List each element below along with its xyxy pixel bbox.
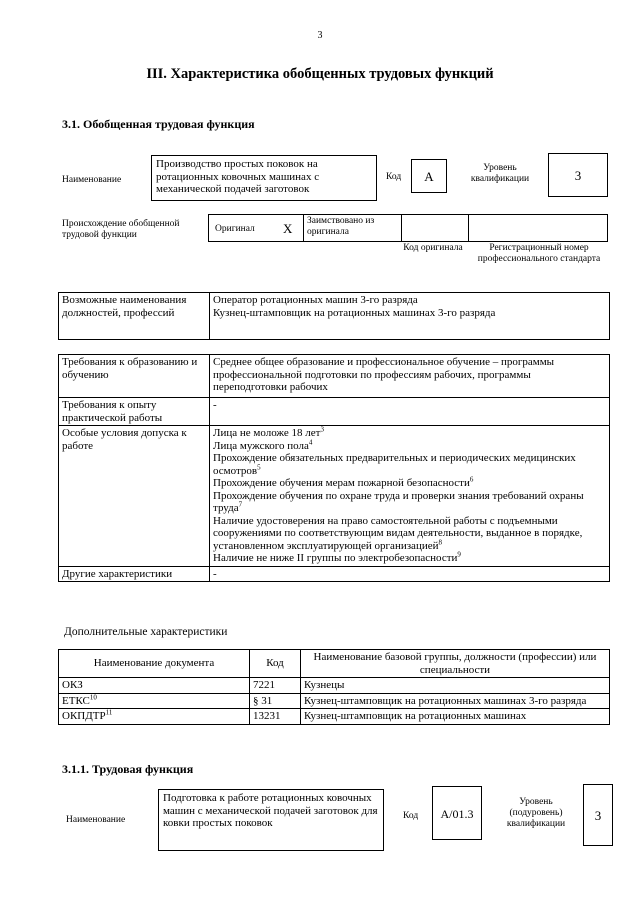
gtf-code-value: A [411,159,447,193]
tf-level-label: Уровень (подуровень) квалификации [506,797,566,829]
table-cell-name: Кузнецы [301,678,610,694]
special-condition: Наличие удостоверения на право самостоятельной работы с подъемными сооружениями по соответствующим видам деятельности, выданное в порядке, установленном эксплуатирующей организацией$^8$ [213,514,583,552]
special-condition: Прохождение обязательных предварительных и периодических медицинских осмотров$^5$ [213,452,576,477]
table-row [59,693,610,709]
other-label: Другие характеристики [59,566,210,582]
table-row [59,678,610,694]
section-title: III. Характеристика обобщенных трудовых функций [146,66,494,82]
additional-header-doc: Наименование документа [59,650,250,678]
req-experience-value: - [210,398,610,426]
tf-heading: 3.1.1. Трудовая функция [62,762,194,776]
special-conditions-cell [210,426,610,567]
tf-name-value: Подготовка к работе ротационных ковочных машин с механической подачей заготовок для ковки простых поковок [158,789,384,851]
additional-header-name: Наименование базовой группы, должности (профессии) или специальности [301,650,610,678]
gtf-origin-label: Происхождение обобщенной трудовой функции [62,219,180,240]
table-row [59,709,610,725]
table-cell-doc: ОКЗ [59,678,250,694]
positions-cell [210,293,610,340]
origin-original-mark: X [283,221,293,236]
gtf-heading: 3.1. Обобщенная трудовая функция [62,117,255,131]
table-cell-doc: ЕТКС$^{10}$ [59,693,250,709]
additional-title: Дополнительные характеристики [64,626,228,638]
special-condition: Лица мужского пола$^4$ [213,437,313,452]
table-cell-code: 13231 [250,709,301,725]
origin-original-cell [209,215,304,241]
gtf-level-value: 3 [548,153,608,197]
special-condition: Наличие не ниже II группы по электробезопасности$^9$ [213,550,461,564]
origin-original-label: Оригинал [215,224,255,234]
positions-table [58,292,610,340]
gtf-level-label: Уровень квалификации [470,163,530,184]
additional-header-code: Код [250,650,301,678]
gtf-name-label: Наименование [62,175,122,185]
code-original-caption: Код оригинала [403,243,463,253]
table-cell-name: Кузнец-штамповщик на ротационных машинах 3-го разряда [301,693,610,709]
positions-label: Возможные наименования должностей, профессий [59,293,210,340]
req-experience-label: Требования к опыту практической работы [59,398,210,426]
gtf-name-value: Производство простых поковок на ротационных ковочных машинах с механической подачей заготовок [151,155,377,201]
origin-table [208,214,608,242]
req-education-label: Требования к образованию и обучению [59,355,210,398]
position-item: Кузнец-штамповщик на ротационных машинах 3-го разряда [213,306,496,319]
tf-level-value: 3 [583,784,613,846]
special-condition: Прохождение обучения по охране труда и проверки знания требований охраны труда$^7$ [213,489,584,514]
position-item: Оператор ротационных машин 3-го разряда [213,294,418,306]
special-condition: Лица не моложе 18 лет$^3$ [213,425,324,439]
tf-code-label: Код [403,811,419,821]
page-number: 3 [317,30,323,41]
table-cell-code: 7221 [250,678,301,694]
special-conditions-label: Особые условия допуска к работе [59,426,210,567]
req-education-value: Среднее общее образование и профессиональное обучение – программы профессиональной подготовки по профессиям рабочих, программы переподготовки рабочих [210,355,610,398]
table-cell-name: Кузнец-штамповщик на ротационных машинах [301,709,610,725]
additional-table [58,649,610,725]
tf-name-label: Наименование [66,815,126,825]
requirements-table [58,354,610,582]
origin-code-cell [401,215,469,241]
other-value: - [210,566,610,582]
reg-number-caption: Регистрационный номер профессионального стандарта [477,243,601,264]
table-cell-code: § 31 [250,693,301,709]
special-condition: Прохождение обучения мерам пожарной безопасности$^6$ [213,475,474,489]
tf-code-value: A/01.3 [432,786,482,840]
gtf-code-label: Код [386,172,402,182]
table-cell-doc: ОКПДТР$^{11}$ [59,709,250,725]
origin-borrowed-label: Заимствовано из оригинала [307,216,375,237]
